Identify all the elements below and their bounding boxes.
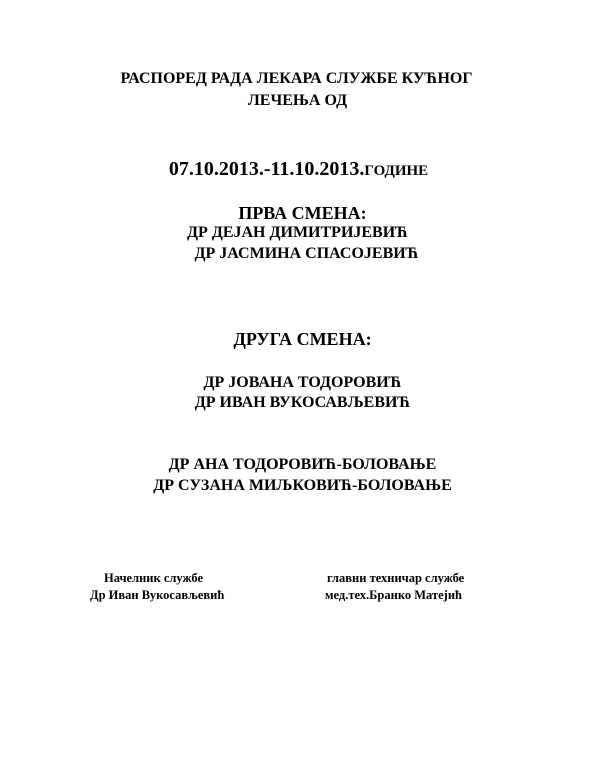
sick-leave-doctor-1: ДР АНА ТОДОРОВИЋ-БОЛОВАЊЕ xyxy=(168,456,437,473)
left-signature-name: Др Иван Вукосављевић xyxy=(90,588,225,602)
second-shift-doctor-2: ДР ИВАН ВУКОСАВЉЕВИЋ xyxy=(194,394,411,411)
second-shift-heading: ДРУГА СМЕНА: xyxy=(233,329,372,349)
schedule-period xyxy=(0,158,601,181)
period-dates: 07.10.2013.-11.10.2013. xyxy=(168,158,365,180)
first-shift-doctor-2: ДР ЈАСМИНА СПАСОЈЕВИЋ xyxy=(194,245,419,262)
second-shift-doctor-1: ДР ЈОВАНА ТОДОРОВИЋ xyxy=(203,374,402,391)
right-signature-title: главни техничар службе xyxy=(327,571,465,585)
header-title-line-2: ЛЕЧЕЊА ОД xyxy=(247,92,348,109)
first-shift-doctor-1: ДР ДЕЈАН ДИМИТРИЈЕВИЋ xyxy=(187,224,408,241)
sick-leave-doctor-2: ДР СУЗАНА МИЉКОВИЋ-БОЛОВАЊЕ xyxy=(153,477,452,494)
period-suffix: ГОДИНЕ xyxy=(364,163,429,179)
first-shift-heading: ПРВА СМЕНА: xyxy=(238,203,367,223)
right-signature-name: мед.тех.Бранко Матејић xyxy=(325,588,462,602)
header-title-line-1: РАСПОРЕД РАДА ЛЕКАРА СЛУЖБЕ КУЋНОГ xyxy=(120,70,473,87)
left-signature-title: Начелник службе xyxy=(104,571,203,585)
